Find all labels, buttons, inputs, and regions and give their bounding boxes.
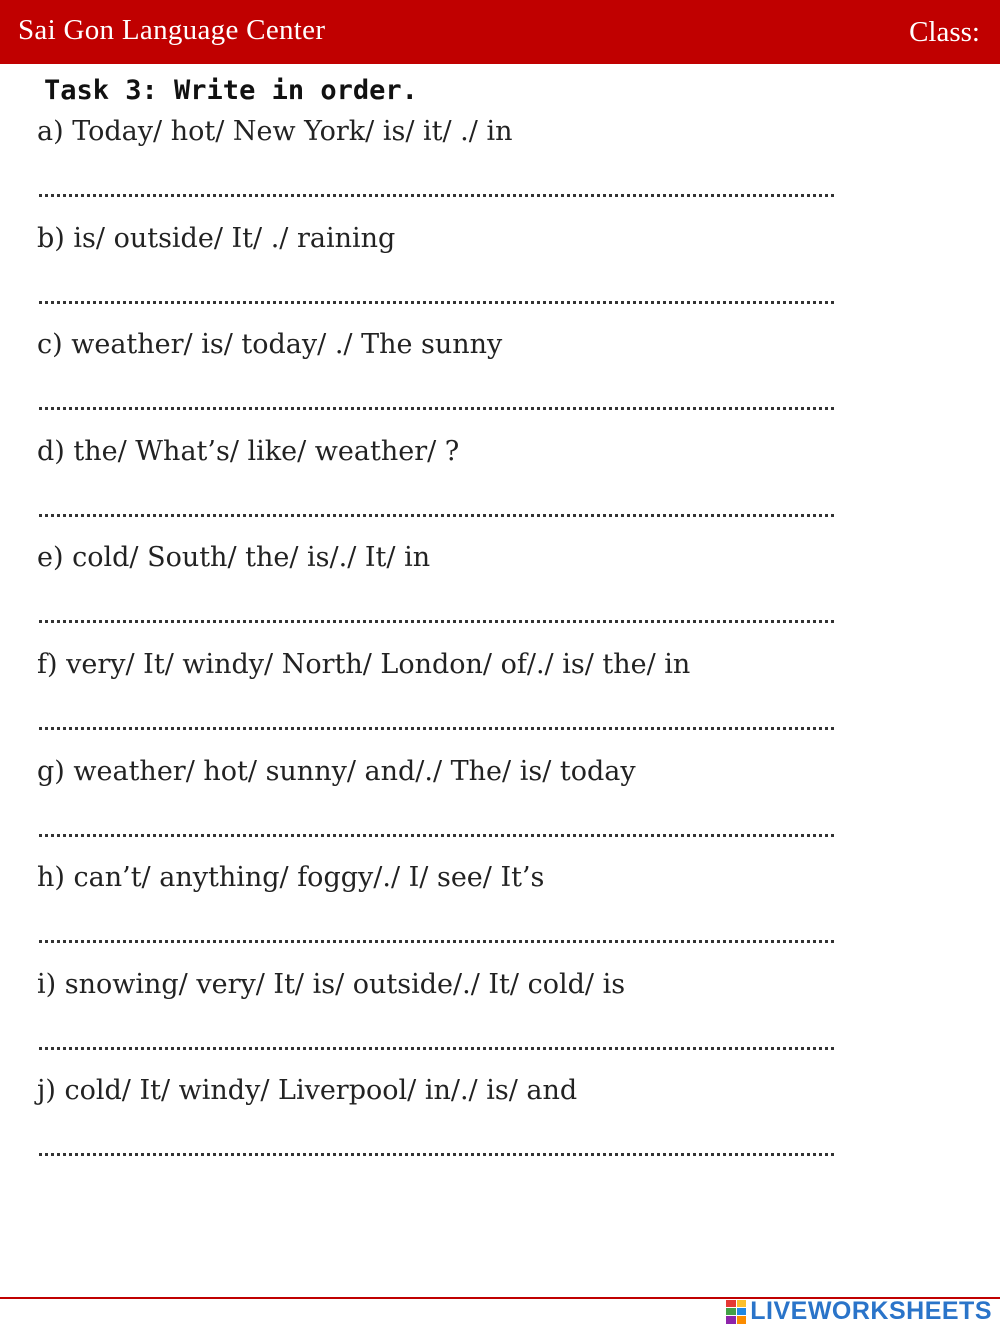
task-title: Task 3: Write in order. [44,75,418,106]
answer-line[interactable] [39,194,834,197]
exercise-item-e [37,542,867,649]
answer-line[interactable] [39,407,834,410]
exercise-prompt: g) weather/ hot/ sunny/ and/./ The/ is/ today [37,755,636,787]
exercise-prompt: i) snowing/ very/ It/ is/ outside/./ It/ cold/ is [37,968,626,1000]
exercise-item-g [37,756,867,863]
watermark-text: LIVEWORKSHEETS [750,1297,992,1325]
exercise-prompt: e) cold/ South/ the/ is/./ It/ in [37,542,431,574]
exercise-item-a [37,116,867,223]
exercise-prompt: f) very/ It/ windy/ North/ London/ of/./ is/ the/ in [37,648,691,680]
answer-line[interactable] [39,834,834,837]
answer-line[interactable] [39,1153,834,1156]
exercise-item-i [37,969,867,1076]
liveworksheets-logo-icon [726,1300,746,1324]
answer-line[interactable] [39,514,834,517]
exercise-prompt: j) cold/ It/ windy/ Liverpool/ in/./ is/ and [37,1075,578,1107]
exercise-prompt: a) Today/ hot/ New York/ is/ it/ ./ in [37,116,513,147]
exercise-item-c [37,329,867,436]
exercise-item-b [37,223,867,330]
exercise-list [37,116,867,1182]
exercise-prompt: h) can’t/ anything/ foggy/./ I/ see/ It’s [37,862,545,894]
header-bar [0,0,1000,64]
exercise-item-f [37,649,867,756]
watermark[interactable] [726,1297,992,1326]
exercise-item-h [37,862,867,969]
center-name: Sai Gon Language Center [18,14,326,46]
exercise-prompt: b) is/ outside/ It/ ./ raining [37,222,396,254]
answer-line[interactable] [39,301,834,304]
exercise-prompt: c) weather/ is/ today/ ./ The sunny [37,329,503,361]
answer-line[interactable] [39,1047,834,1050]
exercise-prompt: d) the/ What’s/ like/ weather/ ? [37,435,460,467]
answer-line[interactable] [39,727,834,730]
exercise-item-j [37,1075,867,1182]
class-label: Class: [909,16,980,48]
answer-line[interactable] [39,940,834,943]
exercise-item-d [37,436,867,543]
answer-line[interactable] [39,620,834,623]
